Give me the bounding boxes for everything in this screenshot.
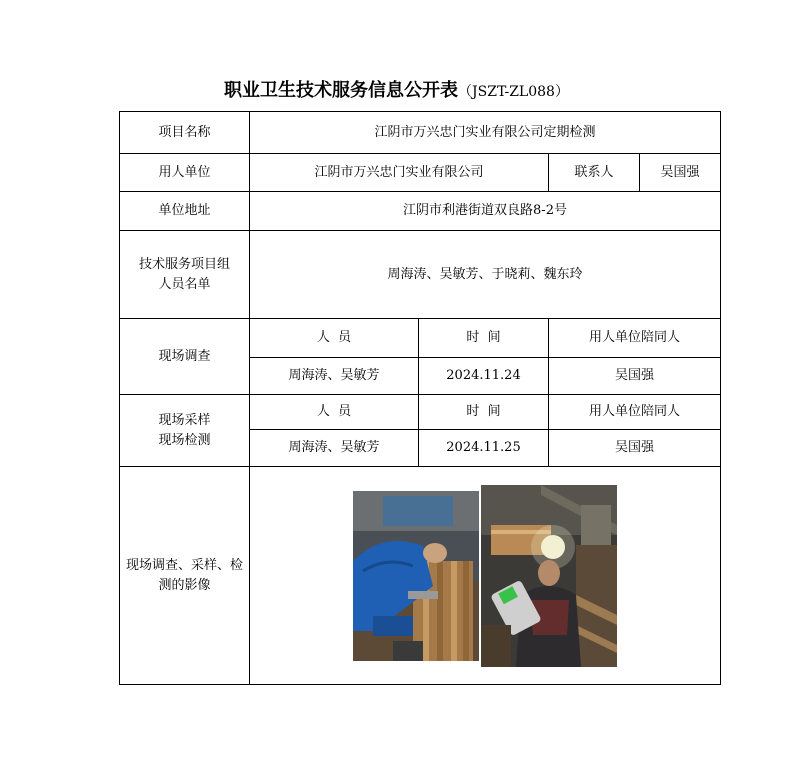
team-members: 周海涛、吴敏芳、于晓莉、魏东玲 (250, 231, 721, 319)
contact-name: 吴国强 (640, 154, 721, 192)
worker-photo-image (353, 491, 479, 661)
row-address (120, 192, 721, 231)
title-main: 职业卫生技术服务信息公开表 (224, 80, 459, 101)
address-label: 单位地址 (120, 192, 250, 231)
project-label: 项目名称 (120, 112, 250, 154)
team-label: 技术服务项目组人员名单 (120, 231, 250, 319)
project-name: 江阴市万兴忠门实业有限公司定期检测 (250, 112, 721, 154)
address-value (250, 192, 721, 231)
row-project (120, 112, 721, 154)
images-label: 现场调查、采样、检测的影像 (120, 467, 250, 685)
sampling-escort: 吴国强 (549, 430, 721, 467)
row-sampling-header (120, 395, 721, 430)
images-cell (250, 467, 721, 685)
info-table (119, 111, 721, 685)
title-code: （JSZT-ZL088） (458, 84, 569, 100)
photo-gallery (250, 485, 720, 667)
row-survey-header (120, 319, 721, 358)
sampling-photo-image (481, 485, 617, 667)
employer-name: 江阴市万兴忠门实业有限公司 (250, 154, 549, 192)
sampling-label: 现场采样现场检测 (120, 395, 250, 467)
site-photo-worker (353, 491, 479, 661)
sampling-header-escort: 用人单位陪同人 (549, 395, 721, 430)
page-title (0, 76, 793, 102)
survey-escort: 吴国强 (549, 358, 721, 395)
row-employer (120, 154, 721, 192)
sampling-personnel: 周海涛、吴敏芳 (250, 430, 419, 467)
employer-label: 用人单位 (120, 154, 250, 192)
row-images (120, 467, 721, 685)
row-team (120, 231, 721, 319)
survey-personnel: 周海涛、吴敏芳 (250, 358, 419, 395)
survey-header-time: 时 间 (419, 319, 549, 358)
address-text: 江阴市利港街道双良路 (403, 203, 534, 218)
sampling-date: 2024.11.25 (419, 430, 549, 467)
sampling-header-time: 时 间 (419, 395, 549, 430)
survey-label: 现场调查 (120, 319, 250, 395)
survey-header-personnel: 人 员 (250, 319, 419, 358)
site-photo-sampling (481, 485, 617, 667)
address-number: 8-2 (533, 203, 554, 218)
survey-header-escort: 用人单位陪同人 (549, 319, 721, 358)
address-suffix: 号 (553, 203, 567, 218)
contact-label: 联系人 (549, 154, 640, 192)
sampling-header-personnel: 人 员 (250, 395, 419, 430)
survey-date: 2024.11.24 (419, 358, 549, 395)
